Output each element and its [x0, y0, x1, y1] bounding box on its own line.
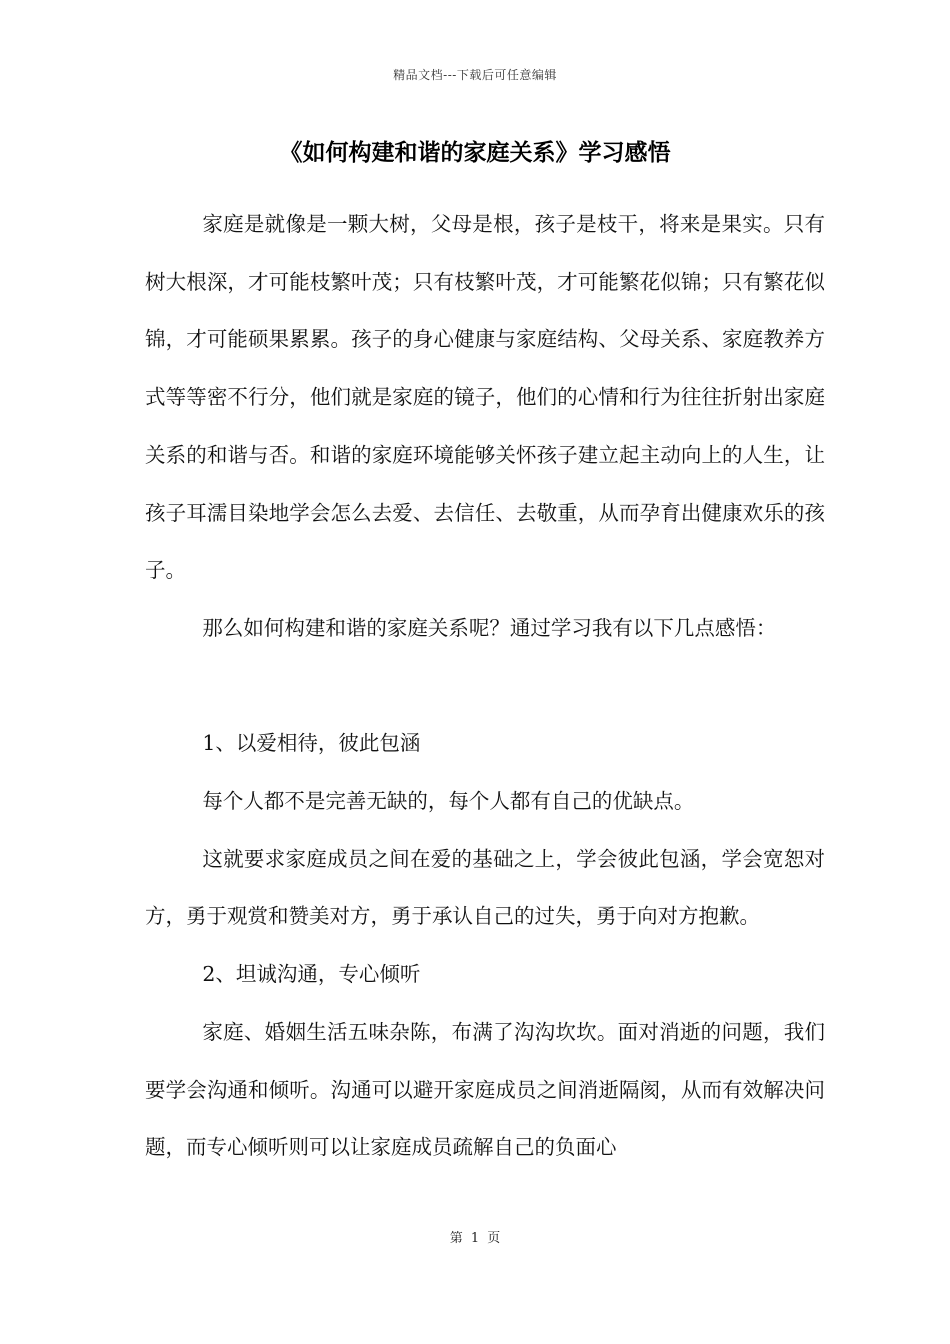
page-number: 第 1 页 — [449, 1231, 501, 1246]
paragraph-section-1b: 这就要求家庭成员之间在爱的基础之上，学会彼此包涵，学会宽恕对方，勇于观赏和赞美对方，勇于承认自己的过失，勇于向对方抱歉。 — [145, 846, 825, 929]
document-body — [145, 196, 825, 1177]
header-note: 精品文档---下载后可任意编辑 — [393, 68, 557, 82]
section-heading-1: 1、以爱相待，彼此包涵 — [202, 731, 421, 756]
paragraph-section-2a: 家庭、婚姻生活五味杂陈，布满了沟沟坎坎。面对消逝的问题，我们要学会沟通和倾听。沟通可以避开家庭成员之间消逝隔阂，从而有效解决问题，而专心倾听则可以让家庭成员疏解自己的负面心 — [145, 1019, 825, 1160]
paragraph-intro: 家庭是就像是一颗大树，父母是根，孩子是枝干，将来是果实。只有树大根深，才可能枝繁叶茂；只有枝繁叶茂，才可能繁花似锦；只有繁花似锦，才可能硕果累累。孩子的身心健康与家庭结构、父母关系、家庭教养方式等等密不行分，他们就是家庭的镜子，他们的心情和行为往往折射出家庭关系的和谐与否。和谐的家庭环境能够关怀孩子建立起主动向上的人生，让孩子耳濡目染地学会怎么去爱、去信任、去敬重，从而孕育出健康欢乐的孩子。 — [145, 212, 825, 583]
paragraph-question: 那么如何构建和谐的家庭关系呢？通过学习我有以下几点感悟： — [202, 615, 777, 640]
paragraph-section-1a: 每个人都不是完善无缺的，每个人都有自己的优缺点。 — [202, 789, 695, 814]
section-heading-2: 2、坦诚沟通，专心倾听 — [202, 962, 421, 987]
paragraph-spacer — [145, 658, 825, 716]
document-title: 《如何构建和谐的家庭关系》学习感悟 — [279, 139, 671, 166]
